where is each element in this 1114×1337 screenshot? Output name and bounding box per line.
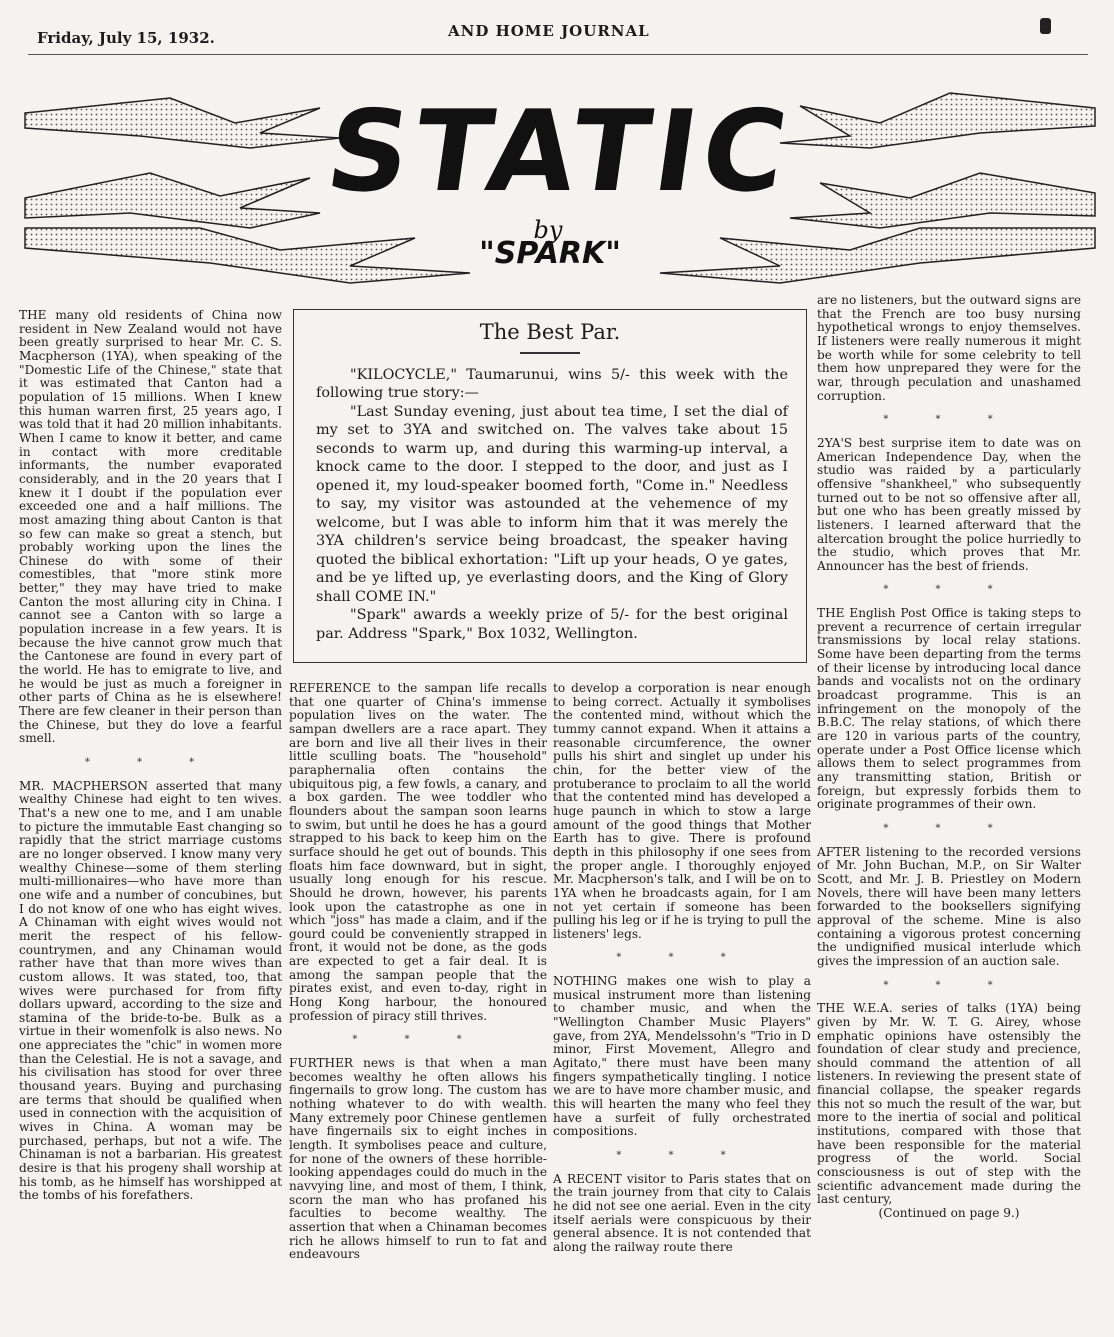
section-divider: * * * bbox=[883, 822, 1015, 834]
header-rule bbox=[28, 54, 1088, 55]
section-divider: * * * bbox=[883, 584, 1015, 596]
best-par-box bbox=[293, 309, 807, 663]
article-fingernails: FURTHER news is that when a man becomes wealthy he often allows his fingernails to grow long. The custom has nothing whatever to do with wealth. Many extremely poor Chinese gentlemen have fingernails six to eight inches in length. It symbolises peace and culture, for none of the owners of these horrible-looking appendages could do much in the navvying line, and most of them, I think, scorn the man who has profaned his faculties to become wealthy. The assertion that when a Chinaman becomes rich he allows himself to run to fat and endeavours bbox=[289, 1056, 547, 1262]
banner-title: STATIC bbox=[319, 86, 801, 217]
banner-by: by bbox=[533, 216, 563, 244]
section-divider: * * * bbox=[616, 1150, 748, 1161]
article-2ya-surprise: 2YA'S best surprise item to date was on American Independence Day, when the studio was raided by a particularly offensive "shankheel," who subsequently turned out to be not so offensive after all, but one who has been greatly missed by listeners. I learned afterward that the altercation brought the police hurriedly to the studio, which proves that Mr. Announcer has the best of friends. bbox=[817, 435, 1081, 573]
section-divider: * * * bbox=[616, 952, 748, 964]
article-wea-talks: THE W.E.A. series of talks (1YA) being given by Mr. W. T. G. Airey, whose emphatic opinions have ostensibly the foundation of clear study and precience, should command the attention of all listeners. In reviewing the present state of financial collapse, the speaker regards this not so much the result of the war, but more to the inertia of social and political institutions, compared with those that have been responsible for the material progress of the world. Social consciousness is out of step with the scientific advancement made during the last century, bbox=[817, 1001, 1081, 1207]
column-1 bbox=[19, 309, 282, 1329]
article-paris-aerials: A RECENT visitor to Paris states that on the train journey from that city to Calais he did not see one aerial. Even in the city itself aerials were conspicuous by their general absence. It is not contended that along the railway route there bbox=[553, 1171, 811, 1254]
article-chamber-music: NOTHING makes one wish to play a musical instrument more than listening to chamber music, and when the "Wellington Chamber Music Players" gave, from 2YA, Mendelssohn's "Trio in D minor, First Movement, Allegro and Agitato," there must have been many fingers sympathetically tingling. I notice we are to have more chamber music, and this will hearten the many who feel they have a surfeit of fully orchestrated compositions. bbox=[553, 974, 811, 1139]
lightning-bolt-icon bbox=[780, 93, 1095, 148]
section-divider: * * * bbox=[84, 757, 217, 768]
column-2 bbox=[289, 682, 547, 1317]
lightning-bolt-icon bbox=[660, 228, 1095, 283]
section-divider: * * * bbox=[352, 1034, 484, 1046]
static-banner bbox=[20, 78, 1100, 300]
heading-rule bbox=[520, 352, 580, 354]
banner-author: "SPARK" bbox=[479, 236, 621, 271]
column-4 bbox=[817, 294, 1081, 1324]
article-contented-mind: to develop a corporation is near enough to being correct. Actually it symbolises the contented mind, without which the tummy cannot expand. When it attains a reasonable circumference, the owner pulls his shirt and singlet up under his chin, for the better view of the protuberance to proclaim to all the world that the contented mind has developed a huge paunch in which to stow a large amount of the good things that Mother Earth has to give. There is profound depth in this philosophy if one sees from the proper angle. I thoroughly enjoyed Mr. Macpherson's talk, and I will be on to 1YA when he broadcasts again, for I am not yet certain if someone has been pulling his leg or if he is trying to pull the listeners' legs. bbox=[553, 682, 811, 941]
section-divider: * * * bbox=[883, 979, 1015, 991]
article-sampan-life: REFERENCE to the sampan life recalls that one quarter of China's immense population lives on the water. The sampan dwellers are a race apart. They are born and live all their lives in their little sculling boats. The "household" paraphernalia often contains the ubiquitous pig, a few fowls, a canary, and a box garden. The wee toddler who flounders about the sampan soon learns to swim, but until he does he has a gourd strapped to his back to keep him on the surface should he get out of bounds. This floats him face downward, but in sight, usually long enough for his rescue. Should he drown, however, his parents look upon the catastrophe as one in which "joss" has made a claim, and if the gourd could be conveniently strapped in front, it would not be done, as the gods are expected to get a fair deal. It is among the sampan people that the pirates exist, and even to-day, right in Hong Kong harbour, the honoured profession of piracy still thrives. bbox=[289, 682, 547, 1023]
best-par-story: "Last Sunday evening, just about tea time, I set the dial of my set to 3YA and switched on. The valves take about 15 seconds to warm up, and during this warming-up interval, a knock came to the door. I stepped to the door, and just as I opened it, my loud-speaker boomed forth, "Come in." Needless to say, my visitor was astounded at the vehemence of my welcome, but I was able to inform him that it was merely the 3YA children's service being broadcast, the speaker having quoted the biblical exhortation: "Lift up your heads, O ye gates, and be ye lifted up, ye everlasting doors, and the King of Glory shall COME IN." bbox=[316, 403, 788, 605]
lightning-bolt-icon bbox=[25, 98, 340, 148]
continued-note: (Continued on page 9.) bbox=[878, 1206, 1020, 1221]
page-corner-mark bbox=[1040, 18, 1051, 34]
article-chinese-population: THE many old residents of China now resident in New Zealand would not have been greatly surprised to hear Mr. C. S. Macpherson (1YA), when speaking of the "Domestic Life of the Chinese," state that it was estimated that Canton had a population of 15 millions. When I knew this human warren first, 25 years ago, I was told that it had 20 million inhabitants. When I came to know it better, and came in contact with more creditable informants, the number evaporated considerably, and in the 20 years that I knew it I doubt if the population ever exceeded one and a half millions. The most amazing thing about Canton is that so few can make so great a stench, but probably working upon the lines the Chinese do with some of their comestibles, that "more stink more better," they may have tried to make Canton the most alluring city in China. I cannot see a Canton with so large a population increase in a few years. It is because the hive cannot grow much that the Cantonese are found in every part of the world. He has to emigrate to live, and he would be just as much a foreigner in other parts of China as he is elsewhere! There are few cleaner in their person than the Chinese, but they do love a fearful smell. bbox=[19, 309, 282, 746]
best-par-prize: "Spark" awards a weekly prize of 5/- for the best original par. Address "Spark," Box 1032, Wellington. bbox=[316, 607, 788, 642]
issue-date: Friday, July 15, 1932. bbox=[37, 29, 215, 47]
section-divider: * * * bbox=[883, 414, 1015, 426]
article-post-office: THE English Post Office is taking steps to prevent a recurrence of certain irregular transmissions by local relay stations. Some have been departing from the terms of their license by introducing local dance bands and vocalists not on the ordinary broadcast programme. This is an infringement on the monopoly of the B.B.C. The relay stations, of which there are 120 in various parts of the country, operate under a Post Office license which allows them to select programmes from any transmitting station, British or foreign, but expressly forbids them to originate programmes of their own. bbox=[817, 606, 1081, 812]
lightning-bolt-icon bbox=[25, 173, 320, 228]
lightning-bolt-icon bbox=[790, 173, 1095, 228]
article-recorded-talks: AFTER listening to the recorded versions of Mr. John Buchan, M.P., on Sir Walter Scott, and Mr. J. B. Priestley on Modern Novels, there will have been many letters forwarded to the booksellers signifying approval of the scheme. Mine is also containing a vigorous protest concerning the undignified musical interlude which gives the impression of an auction sale. bbox=[817, 844, 1081, 968]
article-french-listeners: are no listeners, but the outward signs are that the French are too busy nursing hypothetical wrongs to enjoy themselves. If listeners were really numerous it might be worth while for some celebrity to tell them how unprepared they were for the war, through peculation and unashamed corruption. bbox=[817, 294, 1081, 403]
article-chinese-wives: MR. MACPHERSON asserted that many wealthy Chinese had eight to ten wives. That's a new one to me, and I am unable to picture the immutable East changing so rapidly that the strict marriage customs are no longer observed. I know many very wealthy Chinese—some of them sterling multi-millionaires—who have more than one wife and a number of concubines, but I do not know of one who has eight wives. A Chinaman with eight wives would not merit the respect of his fellow-countrymen, and any Chinaman would rather have that than more wives than custom allows. It was stated, too, that wives were purchased for from fifty dollars upward, according to the size and stamina of the bride-to-be. Bulk as a virtue in their womenfolk is also news. No one appreciates the "chic" in women more than the Celestial. He is not a savage, and his civilisation has stood for over three thousand years. Buying and purchasing are terms that should be qualified when used in connection with the acquisition of wives in China. A woman may be purchased, perhaps, but not a wife. The Chinaman is not a barbarian. His greatest desire is that his progeny shall worship at his tomb, as he himself has worshipped at the tombs of his forefathers. bbox=[19, 778, 282, 1203]
column-3 bbox=[553, 682, 811, 1317]
publication-name: AND HOME JOURNAL bbox=[448, 22, 650, 40]
best-par-intro: "KILOCYCLE," Taumarunui, wins 5/- this week with the following true story:— bbox=[316, 366, 788, 401]
lightning-bolt-icon bbox=[25, 228, 470, 283]
best-par-heading: The Best Par. bbox=[479, 320, 621, 344]
